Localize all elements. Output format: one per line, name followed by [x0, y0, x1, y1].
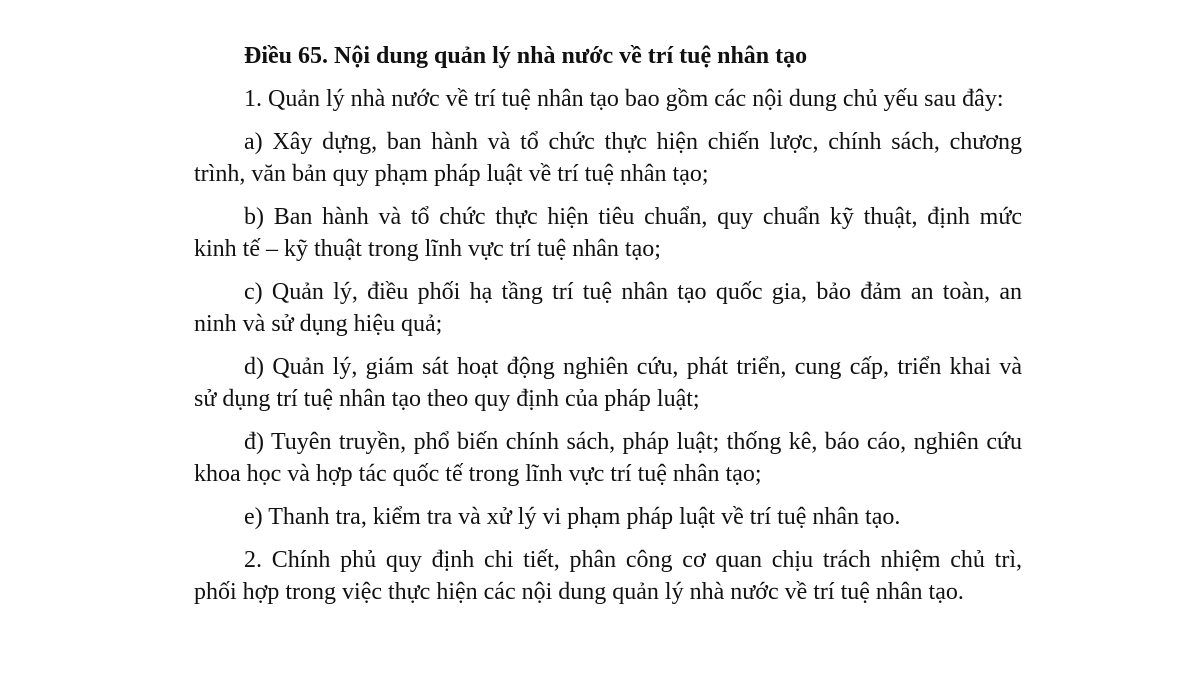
- paragraph-line: phối hợp trong việc thực hiện các nội dung quản lý nhà nước về trí tuệ nhân tạo.: [194, 579, 964, 605]
- paragraph-line: 2. Chính phủ quy định chi tiết, phân công cơ quan chịu trách nhiệm chủ trì,: [244, 547, 1022, 573]
- article-paragraphs: [194, 83, 1022, 608]
- paragraph: [194, 201, 1022, 265]
- paragraph-line: b) Ban hành và tổ chức thực hiện tiêu chuẩn, quy chuẩn kỹ thuật, định mức: [244, 204, 1022, 230]
- paragraph-line: a) Xây dựng, ban hành và tổ chức thực hiện chiến lược, chính sách, chương: [244, 129, 1022, 155]
- paragraph-line: 1. Quản lý nhà nước về trí tuệ nhân tạo bao gồm các nội dung chủ yếu sau đây:: [244, 86, 1004, 112]
- paragraph: [194, 351, 1022, 415]
- paragraph-line: e) Thanh tra, kiểm tra và xử lý vi phạm pháp luật về trí tuệ nhân tạo.: [244, 504, 901, 530]
- paragraph-line: d) Quản lý, giám sát hoạt động nghiên cứu, phát triển, cung cấp, triển khai và: [244, 354, 1022, 380]
- paragraph: [194, 544, 1022, 608]
- paragraph-line: đ) Tuyên truyền, phổ biến chính sách, pháp luật; thống kê, báo cáo, nghiên cứu: [244, 429, 1022, 455]
- paragraph-line: sử dụng trí tuệ nhân tạo theo quy định của pháp luật;: [194, 386, 700, 412]
- paragraph: [194, 276, 1022, 340]
- paragraph-line: khoa học và hợp tác quốc tế trong lĩnh vực trí tuệ nhân tạo;: [194, 461, 762, 487]
- paragraph-line: ninh và sử dụng hiệu quả;: [194, 311, 443, 337]
- document-body: [194, 40, 1022, 619]
- paragraph-line: c) Quản lý, điều phối hạ tầng trí tuệ nhân tạo quốc gia, bảo đảm an toàn, an: [244, 279, 1022, 305]
- paragraph: [194, 426, 1022, 490]
- paragraph-line: trình, văn bản quy phạm pháp luật về trí tuệ nhân tạo;: [194, 161, 709, 187]
- paragraph: [194, 501, 1022, 533]
- article-title: Điều 65. Nội dung quản lý nhà nước về trí tuệ nhân tạo: [244, 43, 808, 69]
- paragraph: [194, 83, 1022, 115]
- paragraph: [194, 126, 1022, 190]
- paragraph-line: kinh tế – kỹ thuật trong lĩnh vực trí tuệ nhân tạo;: [194, 236, 661, 262]
